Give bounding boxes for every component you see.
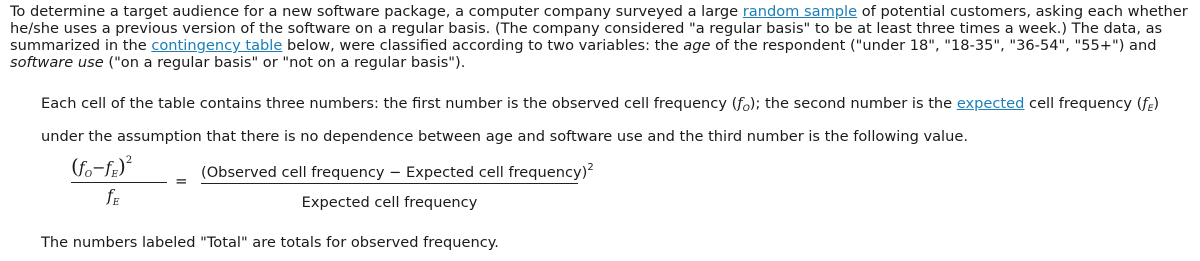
cells-text-3: cell frequency (: [1024, 95, 1143, 112]
rhs-numerator-text: (Observed cell frequency − Expected cell frequency): [201, 164, 588, 181]
subscript-e: E: [1147, 104, 1154, 114]
f-symbol: f: [1142, 95, 1148, 112]
intro-text-4: of the respondent ("under 18", "18-35", "36-54", "55+") and: [710, 37, 1157, 54]
open-paren: (: [71, 154, 79, 178]
formula-rhs-denominator: Expected cell frequency: [301, 194, 478, 211]
subscript-o: O: [742, 104, 750, 114]
lhs-fraction-bar: [71, 182, 167, 183]
software-use-term: software use: [10, 54, 104, 71]
f-o-symbol: f: [78, 158, 85, 177]
equals-sign: =: [175, 172, 188, 190]
f-e-symbol: f: [105, 158, 112, 177]
cells-description: [41, 90, 1191, 150]
random-sample-link[interactable]: random sample: [742, 3, 858, 20]
contingency-table-link[interactable]: contingency table: [151, 37, 283, 54]
f-symbol: f: [737, 95, 743, 112]
expected-link[interactable]: expected: [956, 95, 1025, 112]
subscript-e: E: [111, 170, 119, 180]
subscript-o: O: [84, 170, 93, 180]
formula-rhs-numerator: [201, 164, 594, 181]
problem-intro: [10, 3, 1196, 71]
intro-text-3: below, were classified according to two variables: the: [282, 37, 684, 54]
formula-lhs-denominator: [107, 186, 120, 208]
rhs-fraction-bar: [201, 183, 578, 184]
cells-text-4: ): [1153, 95, 1160, 112]
age-term: age: [683, 37, 711, 54]
squared-exponent: 2: [125, 155, 133, 166]
formula-lhs-numerator: [71, 154, 132, 178]
cells-text-5: under the assumption that there is no dependence between age and software use and the third number is the following value.: [41, 128, 968, 145]
intro-text-1: To determine a target audience for a new software package, a computer company surveyed a large: [10, 3, 743, 20]
subscript-e: E: [112, 198, 120, 208]
f-e-symbol: f: [107, 186, 113, 205]
cells-text-2: ); the second number is the: [749, 95, 957, 112]
squared-exponent: 2: [587, 162, 594, 173]
close-paren: ): [118, 154, 126, 178]
minus-sign: −: [92, 158, 106, 177]
cells-text-1: Each cell of the table contains three numbers: the first number is the observed cell frequency (: [41, 95, 738, 112]
intro-text-2: of potential customers, asking each whether he/she uses a previous version of the software on a regular basis. (The company considered "a regular basis" to be at least three times a week.) The data, as summarized in the: [10, 3, 1188, 54]
totals-note: The numbers labeled "Total" are totals for observed frequency.: [41, 234, 499, 251]
intro-text-5: ("on a regular basis" or "not on a regular basis").: [103, 54, 466, 71]
chi-square-formula: [41, 150, 594, 222]
